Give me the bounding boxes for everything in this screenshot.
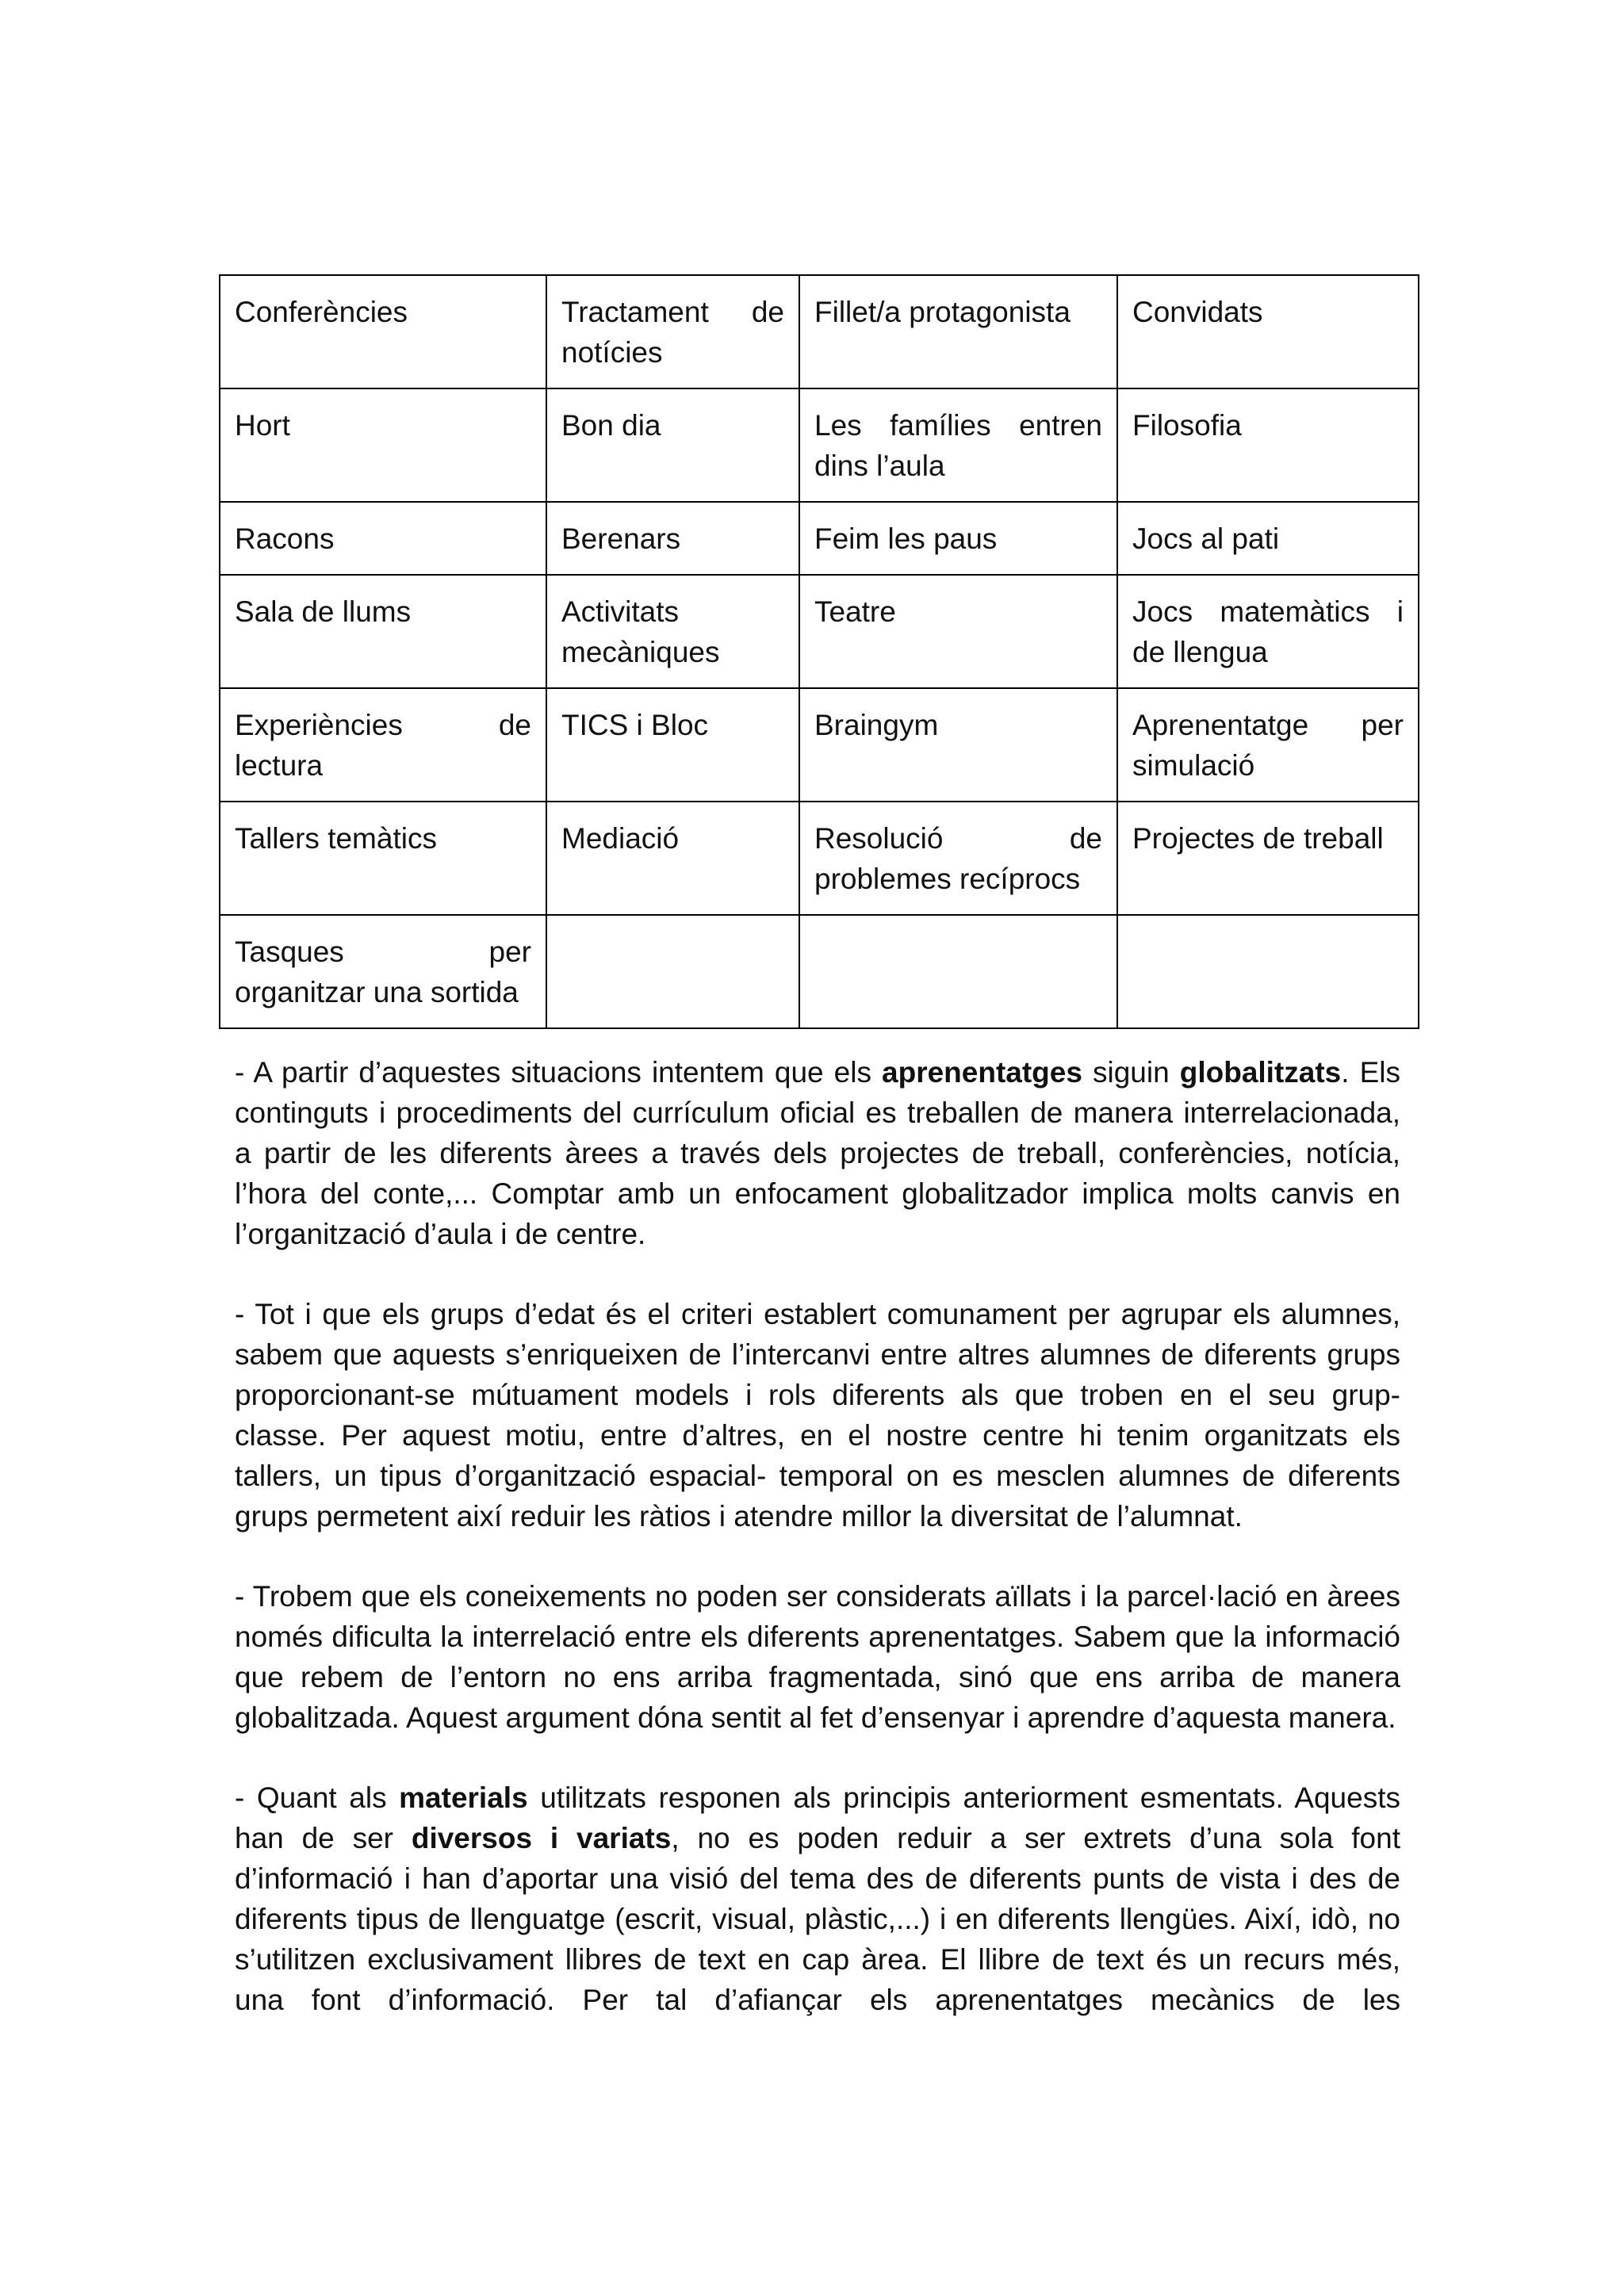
paragraph-coneixements: - Trobem que els coneixements no poden ser considerats aïllats i la parcel·lació en àrees només dificulta la interrelació entre els diferents aprenentatges. Sabem que la informació que rebem de l’entorn no ens arriba fragmentada, sinó que ens arriba de manera globalitzada. Aquest argument dóna sentit al fet d’ensenyar i aprendre d’aquesta manera. [235,1580,1400,1734]
table-cell: Bon dia [546,388,799,502]
text-run: , no es poden reduir a ser extrets d’una sola font d’informació i han d’aportar una visió del tema des de diferents punts de vista i des de diferents tipus de llenguatge (escrit, visual, plàstic,...) i en diferents llengües. Així, idò, no s’utilitzen exclusivament llibres de text en cap àrea. El llibre de text és un recurs més, una font d’informació. Per tal d’afiançar els aprenentatges mecànics de les [235,1822,1400,2016]
paragraph-grups-edat: - Tot i que els grups d’edat és el criteri establert comunament per agrupar els alumnes, sabem que aquests s’enriqueixen de l’intercanvi entre altres alumnes de diferents grups proporcionant-se mútuament models i rols diferents als que troben en el seu grup- classe. Per aquest motiu, entre d’altres, en el nostre centre hi tenim organitzats els tallers, un tipus d’organització espacial- temporal on es mesclen alumnes de diferents grups permetent així reduir les ràtios i atendre millor la diversitat de l’alumnat. [235,1298,1400,1533]
table-cell: Sala de llums [220,575,546,688]
table-cell: Tallers temàtics [220,802,546,915]
bold-term-aprenentatges: aprenentatges [882,1056,1082,1089]
table-cell-empty [546,915,799,1028]
table-cell: Resolució de problemes recíprocs [799,802,1117,915]
text-run: utilitzats responen als principis anteriorment esmentats. Aquests han de ser [235,1781,1400,1854]
bold-term-diversos-variats: diversos i variats [411,1822,672,1854]
table-cell: Braingym [799,688,1117,802]
table-cell: Tasques per organitzar una sortida [220,915,546,1028]
table-cell: Projectes de treball [1117,802,1419,915]
table-cell: Aprenentatge per simulació [1117,688,1419,802]
activities-table [219,274,1419,1029]
table-cell: Filosofia [1117,388,1419,502]
paragraph-globalitzats [235,1052,1400,1254]
table-cell: Racons [220,502,546,575]
table-cell: TICS i Bloc [546,688,799,802]
table-row [220,688,1419,802]
table-cell: Activitats mecàniques [546,575,799,688]
table-row [220,802,1419,915]
body-text [235,1052,1400,2060]
table-row [220,275,1419,388]
table-cell: Berenars [546,502,799,575]
text-run: - A partir d’aquestes situacions intentem que els [235,1056,883,1089]
table-row [220,915,1419,1028]
bold-term-globalitzats: globalitzats [1179,1056,1342,1089]
table-cell: Les famílies entren dins l’aula [799,388,1117,502]
table-cell: Jocs matemàtics i de llengua [1117,575,1419,688]
table-cell: Fillet/a protagonista [799,275,1117,388]
table-cell: Experiències de lectura [220,688,546,802]
table-cell: Tractament de notícies [546,275,799,388]
table-cell: Feim les paus [799,502,1117,575]
bold-term-materials: materials [399,1781,528,1814]
table-cell: Teatre [799,575,1117,688]
text-run: . Els continguts i procediments del currículum oficial es treballen de manera interrelacionada, a partir de les diferents àrees a través dels projectes de treball, conferències, notícia, l’hora del conte,... Comptar amb un enfocament globalitzador implica molts canvis en l’organització d’aula i de centre. [235,1056,1400,1250]
table-cell-empty [1117,915,1419,1028]
table-row [220,388,1419,502]
table-cell: Convidats [1117,275,1419,388]
table-cell: Jocs al pati [1117,502,1419,575]
table-cell: Hort [220,388,546,502]
table-cell-empty [799,915,1117,1028]
table-cell: Mediació [546,802,799,915]
text-run: - Quant als [235,1781,400,1814]
table-row [220,575,1419,688]
text-run: siguin [1082,1056,1180,1089]
table-row [220,502,1419,575]
paragraph-materials [235,1777,1400,2020]
table-cell: Conferències [220,275,546,388]
